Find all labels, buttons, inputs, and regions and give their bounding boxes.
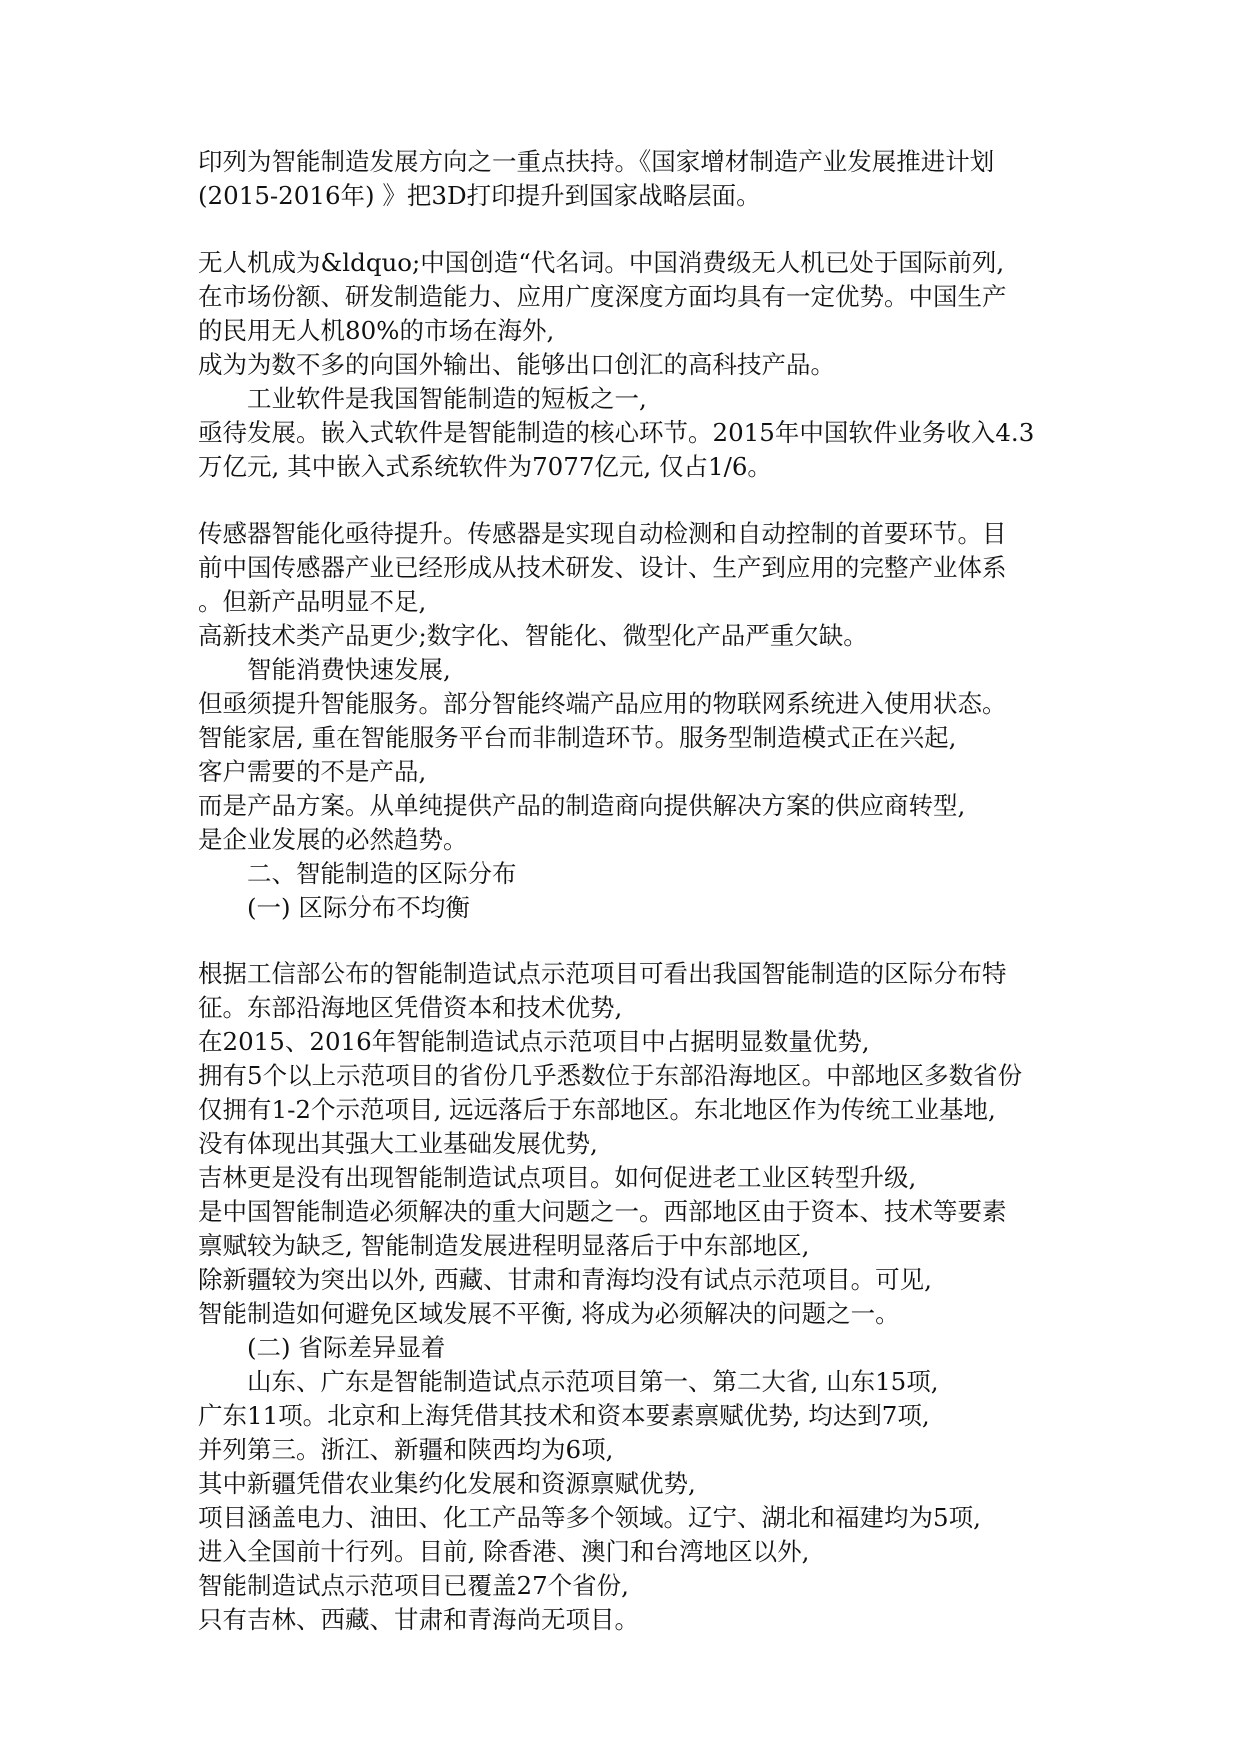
- text-line: 的民用无人机80%的市场在海外,: [198, 316, 555, 345]
- text-line: 而是产品方案。从单纯提供产品的制造商向提供解决方案的供应商转型,: [198, 791, 966, 820]
- text-line: (2015-2016年) 》把3D打印提升到国家战略层面。: [198, 181, 761, 210]
- text-line: 是中国智能制造必须解决的重大问题之一。西部地区由于资本、技术等要素: [198, 1197, 1007, 1226]
- text-line: 前中国传感器产业已经形成从技术研发、设计、生产到应用的完整产业体系: [198, 553, 1007, 582]
- text-line: 智能制造如何避免区域发展不平衡, 将成为必须解决的问题之一。: [198, 1299, 900, 1328]
- text-line: 智能制造试点示范项目已覆盖27个省份,: [198, 1571, 629, 1600]
- text-line: 但亟须提升智能服务。部分智能终端产品应用的物联网系统进入使用状态。: [198, 689, 1007, 718]
- text-line: 智能家居, 重在智能服务平台而非制造环节。服务型制造模式正在兴起,: [198, 723, 957, 752]
- text-line: 成为为数不多的向国外输出、能够出口创汇的高科技产品。: [198, 350, 835, 379]
- text-line: 吉林更是没有出现智能制造试点项目。如何促进老工业区转型升级,: [198, 1163, 917, 1192]
- text-line: 。但新产品明显不足,: [198, 587, 427, 616]
- text-line: 征。东部沿海地区凭借资本和技术优势,: [198, 993, 623, 1022]
- text-line: 广东11项。北京和上海凭借其技术和资本要素禀赋优势, 均达到7项,: [198, 1401, 930, 1430]
- text-line: 在2015、2016年智能制造试点示范项目中占据明显数量优势,: [198, 1027, 870, 1056]
- text-line: 山东、广东是智能制造试点示范项目第一、第二大省, 山东15项,: [247, 1367, 939, 1396]
- text-line: 禀赋较为缺乏, 智能制造发展进程明显落后于中东部地区,: [198, 1231, 810, 1260]
- text-line: 仅拥有1-2个示范项目, 远远落后于东部地区。东北地区作为传统工业基地,: [198, 1095, 996, 1124]
- text-line: 无人机成为&ldquo;中国创造“代名词。中国消费级无人机已处于国际前列,: [198, 248, 1005, 277]
- text-line: 根据工信部公布的智能制造试点示范项目可看出我国智能制造的区际分布特: [198, 959, 1007, 988]
- text-line: 只有吉林、西藏、甘肃和青海尚无项目。: [198, 1605, 639, 1634]
- text-line: 在市场份额、研发制造能力、应用广度深度方面均具有一定优势。中国生产: [198, 282, 1007, 311]
- text-line: 亟待发展。嵌入式软件是智能制造的核心环节。2015年中国软件业务收入4.3: [198, 418, 1035, 447]
- subsection-heading: (一) 区际分布不均衡: [247, 893, 470, 922]
- text-line: 项目涵盖电力、油田、化工产品等多个领域。辽宁、湖北和福建均为5项,: [198, 1503, 981, 1532]
- text-line: 高新技术类产品更少;数字化、智能化、微型化产品严重欠缺。: [198, 621, 868, 650]
- text-line: 进入全国前十行列。目前, 除香港、澳门和台湾地区以外,: [198, 1537, 810, 1566]
- text-line: 除新疆较为突出以外, 西藏、甘肃和青海均没有试点示范项目。可见,: [198, 1265, 932, 1294]
- text-line: 其中新疆凭借农业集约化发展和资源禀赋优势,: [198, 1469, 696, 1498]
- text-line: 客户需要的不是产品,: [198, 757, 427, 786]
- text-line: 并列第三。浙江、新疆和陕西均为6项,: [198, 1435, 614, 1464]
- text-line: 万亿元, 其中嵌入式系统软件为7077亿元, 仅占1/6。: [198, 452, 772, 481]
- subsection-heading: (二) 省际差异显着: [247, 1333, 446, 1362]
- text-line: 是企业发展的必然趋势。: [198, 825, 468, 854]
- text-line: 拥有5个以上示范项目的省份几乎悉数位于东部沿海地区。中部地区多数省份: [198, 1061, 1023, 1090]
- section-heading: 二、智能制造的区际分布: [247, 859, 517, 888]
- text-line: 工业软件是我国智能制造的短板之一,: [247, 384, 647, 413]
- text-line: 没有体现出其强大工业基础发展优势,: [198, 1129, 598, 1158]
- text-line: 印列为智能制造发展方向之一重点扶持。《国家增材制造产业发展推进计划: [198, 147, 995, 176]
- text-line: 传感器智能化亟待提升。传感器是实现自动检测和自动控制的首要环节。目: [198, 519, 1007, 548]
- text-line: 智能消费快速发展,: [247, 655, 451, 684]
